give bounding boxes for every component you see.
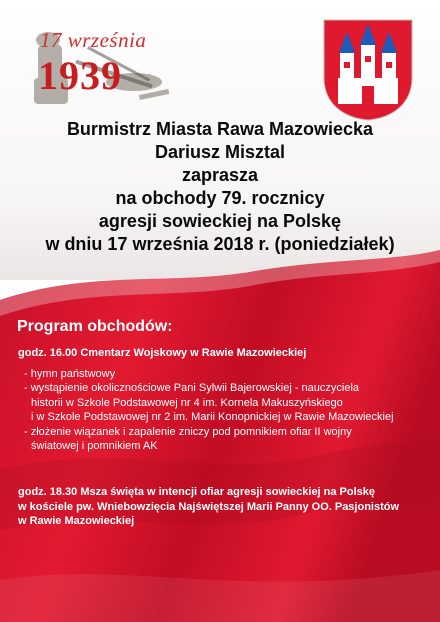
headline-line-4: na obchody 79. rocznicy bbox=[115, 188, 325, 208]
event-2-line-1: godz. 18.30 Msza święta w intencji ofiar agresji sowieckiej na Polskę bbox=[18, 486, 376, 498]
event-1-item-speech: - wystąpienie okolicznościowe Pani Sylwii Bajerowskiej - nauczyciela bbox=[24, 382, 360, 394]
headline-line-3: zaprasza bbox=[181, 165, 259, 185]
event-1-heading: godz. 16.00 Cmentarz Wojskowy w Rawie Mazowieckiej bbox=[18, 347, 307, 359]
event-2-line-2: w kościele pw. Wniebowzięcia Najświętszej Marii Panny OO. Pasjonistów bbox=[18, 500, 400, 513]
event-2-line-3: w Rawie Mazowieckiej bbox=[18, 515, 135, 527]
event-1-item-speech-cont-2: i w Szkole Podstawowej nr 2 im. Marii Konopnickiej w Rawie Mazowieckiej bbox=[31, 411, 394, 423]
headline-line-5: agresji sowieckiej na Polskę bbox=[98, 211, 342, 231]
event-1-item-speech-cont-1: historii w Szkole Podstawowej nr 4 im. Kornela Makuszyńskiego bbox=[31, 396, 343, 409]
headline-line-2: Dariusz Misztal bbox=[154, 142, 286, 162]
program-event-2 bbox=[18, 485, 399, 529]
date-heading: 17 września bbox=[40, 28, 147, 52]
invitation-headline bbox=[0, 118, 440, 256]
event-1-item-wreaths: - złożenie wiązanek i zapalenie zniczy pod pomnikiem ofiar II wojny bbox=[24, 425, 352, 438]
year-heading: 1939 bbox=[38, 53, 122, 98]
headline-line-1: Burmistrz Miasta Rawa Mazowiecka bbox=[66, 119, 374, 139]
program-event-1 bbox=[18, 346, 394, 454]
event-1-item-wreaths-cont: światowej i pomnikiem AK bbox=[31, 440, 158, 452]
headline-line-6: w dniu 17 września 2018 r. (poniedziałek) bbox=[45, 234, 395, 254]
event-1-item-anthem: - hymn państwowy bbox=[24, 367, 116, 380]
program-title: Program obchodów: bbox=[17, 318, 173, 335]
town-coat-of-arms bbox=[322, 18, 414, 122]
